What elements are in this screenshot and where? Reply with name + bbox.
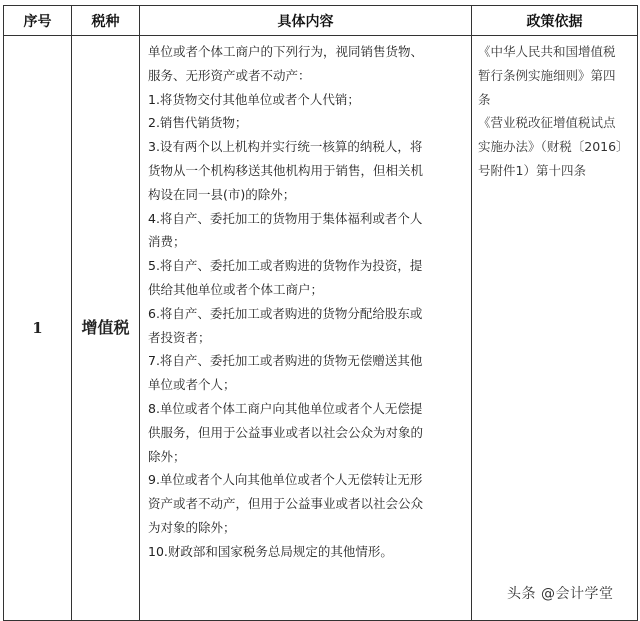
content-line: 供服务，但用于公益事业或者以社会公众为对象的 — [148, 424, 424, 440]
content-line: 构设在同一县(市)的除外； — [148, 186, 296, 202]
basis-line: 《中华人民共和国增值税 — [478, 44, 616, 59]
cell-seq: 1 — [4, 36, 72, 621]
basis-line: 号附件1）第十四条 — [478, 162, 586, 178]
content-line: 消费； — [148, 234, 186, 250]
content-line: 2.销售代销货物； — [148, 115, 248, 131]
header-content: 具体内容 — [140, 6, 472, 36]
content-line: 3.设有两个以上机构并实行统一核算的纳税人，将 — [148, 139, 423, 155]
cell-policy-basis — [472, 36, 638, 621]
content-line: 单位或者个人； — [148, 377, 236, 393]
content-line: 1.将货物交付其他单位或者个人代销； — [148, 91, 360, 107]
table-header-row — [4, 6, 638, 36]
cell-content — [140, 36, 472, 621]
content-line: 为对象的除外； — [148, 519, 236, 535]
watermark: 头条 @会计学堂 — [507, 586, 614, 602]
header-tax-type: 税种 — [72, 6, 140, 36]
content-line: 货物从一个机构移送其他机构用于销售，但相关机 — [148, 162, 424, 178]
basis-line: 暂行条例实施细则》第四 — [478, 67, 616, 83]
content-line: 10.财政部和国家税务总局规定的其他情形。 — [148, 543, 393, 559]
content-line: 6.将自产、委托加工或者购进的货物分配给股东或 — [148, 305, 423, 321]
content-line: 供给其他单位或者个体工商户； — [148, 281, 324, 297]
content-line: 9.单位或者个人向其他单位或者个人无偿转让无形 — [148, 472, 423, 488]
content-line: 单位或者个体工商户的下列行为，视同销售货物、 — [148, 44, 424, 59]
content-line: 资产或者不动产，但用于公益事业或者以社会公众 — [148, 496, 424, 512]
content-line: 除外； — [148, 448, 186, 464]
content-line: 服务、无形资产或者不动产： — [148, 67, 311, 83]
basis-line: 《营业税改征增值税试点 — [478, 115, 616, 131]
content-line: 者投资者； — [148, 329, 211, 345]
basis-line: 条 — [478, 91, 491, 107]
header-policy-basis: 政策依据 — [472, 6, 638, 36]
content-line: 8.单位或者个体工商户向其他单位或者个人无偿提 — [148, 400, 423, 416]
table-row — [4, 36, 638, 621]
tax-policy-table — [3, 5, 638, 621]
header-seq: 序号 — [4, 6, 72, 36]
content-line: 5.将自产、委托加工或者购进的货物作为投资，提 — [148, 258, 423, 274]
cell-tax-type: 增值税 — [72, 36, 140, 621]
basis-line: 实施办法》（财税〔2016〕 — [478, 139, 629, 155]
content-line: 4.将自产、委托加工的货物用于集体福利或者个人 — [148, 210, 423, 226]
content-line: 7.将自产、委托加工或者购进的货物无偿赠送其他 — [148, 353, 423, 369]
